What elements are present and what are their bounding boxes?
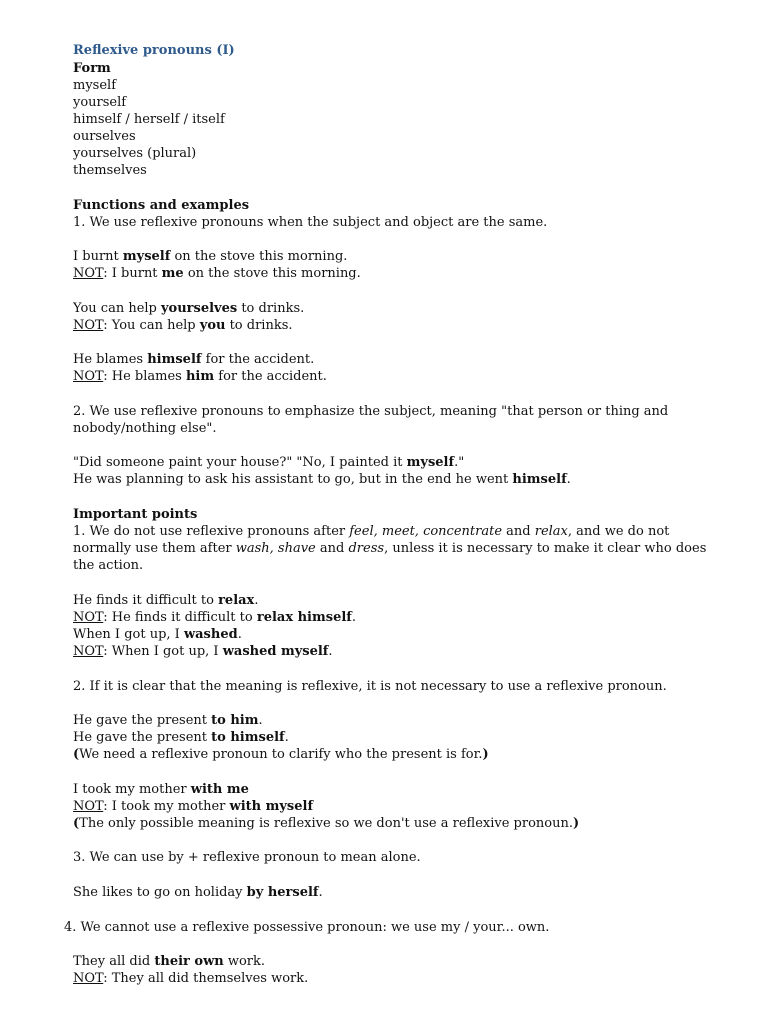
form-item: yourself [73, 95, 127, 110]
example-sentence: When I got up, I washed. [73, 627, 242, 642]
form-item: myself [73, 78, 117, 93]
example-sentence: NOT: When I got up, I washed myself. [73, 644, 333, 659]
example-sentence: NOT: You can help you to drinks. [73, 318, 293, 333]
form-item: himself / herself / itself [73, 112, 225, 127]
example-sentence: "Did someone paint your house?" "No, I painted it myself." [73, 455, 465, 470]
example-sentence: You can help yourselves to drinks. [73, 301, 305, 316]
functions-heading: Functions and examples [73, 198, 250, 213]
example-note: (The only possible meaning is reflexive so we don't use a reflexive pronoun.) [73, 816, 580, 831]
important-point-1-cont: the action. [73, 558, 144, 573]
example-sentence: He blames himself for the accident. [73, 352, 315, 367]
example-sentence: She likes to go on holiday by herself. [73, 885, 323, 900]
functions-point-2-cont: nobody/nothing else". [73, 421, 217, 436]
example-sentence: He gave the present to himself. [73, 730, 289, 745]
example-sentence: He gave the present to him. [73, 713, 263, 728]
example-sentence: NOT: They all did themselves work. [73, 971, 309, 986]
form-item: themselves [73, 163, 147, 178]
example-sentence: They all did their own work. [73, 954, 266, 969]
functions-point-2: 2. We use reflexive pronouns to emphasize the subject, meaning "that person or thing and [73, 404, 669, 419]
example-sentence: He was planning to ask his assistant to go, but in the end he went himself. [73, 472, 571, 487]
important-point-3: 3. We can use by + reflexive pronoun to mean alone. [73, 850, 421, 865]
example-sentence: NOT: I took my mother with myself [73, 799, 314, 814]
example-sentence: He finds it difficult to relax. [73, 593, 259, 608]
page-title: Reflexive pronouns (I) [73, 43, 235, 58]
functions-point-1: 1. We use reflexive pronouns when the subject and object are the same. [73, 215, 548, 230]
important-point-1-cont: normally use them after wash, shave and dress, unless it is necessary to make it clear who does [73, 541, 707, 556]
important-heading: Important points [73, 507, 198, 522]
example-sentence: NOT: I burnt me on the stove this morning. [73, 266, 361, 281]
form-item: ourselves [73, 129, 136, 144]
example-sentence: I took my mother with me [73, 782, 249, 797]
example-sentence: NOT: He finds it difficult to relax himself. [73, 610, 357, 625]
example-note: (We need a reflexive pronoun to clarify who the present is for.) [73, 747, 489, 762]
example-sentence: NOT: He blames him for the accident. [73, 369, 327, 384]
form-item: yourselves (plural) [73, 146, 197, 161]
important-point-4: 4. We cannot use a reflexive possessive pronoun: we use my / your... own. [64, 920, 550, 935]
important-point-1: 1. We do not use reflexive pronouns after feel, meet, concentrate and relax, and we do not [73, 524, 670, 539]
important-point-2: 2. If it is clear that the meaning is reflexive, it is not necessary to use a reflexive pronoun. [73, 679, 667, 694]
example-sentence: I burnt myself on the stove this morning. [73, 249, 348, 264]
form-heading: Form [73, 61, 111, 76]
